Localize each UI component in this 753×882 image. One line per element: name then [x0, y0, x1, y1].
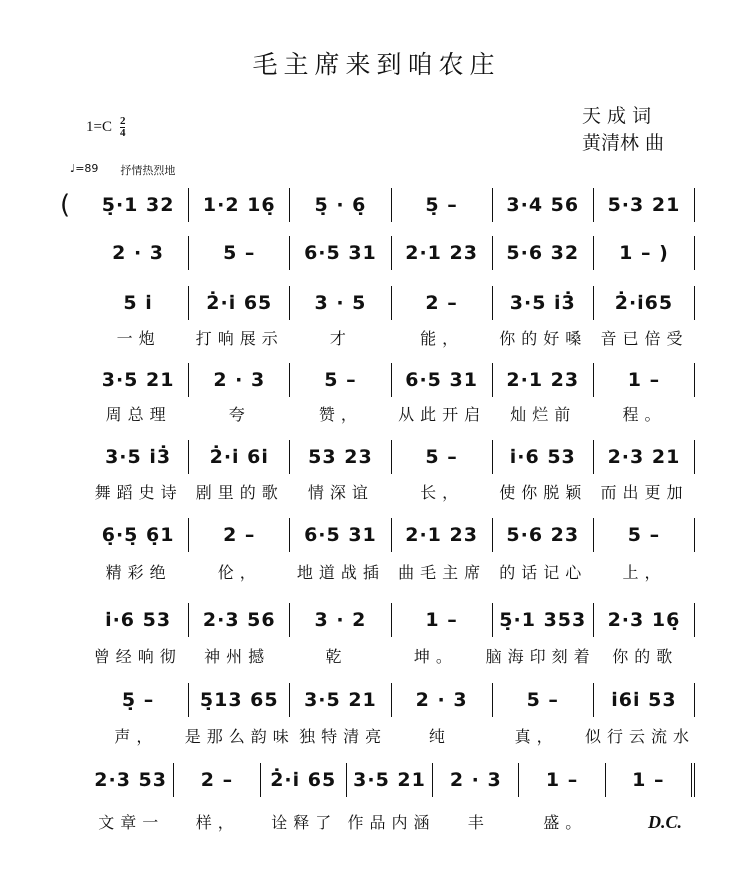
measure: 5̣·1 32 [88, 188, 189, 222]
measure: 5̣·1 353 [493, 603, 594, 637]
notation-system [88, 603, 695, 637]
lyric-group: 伦， [217, 563, 262, 582]
measure: 2·3 56 [189, 603, 290, 637]
measure: 6·5 31 [290, 236, 391, 270]
lyric-group: 曾经响彻 [93, 647, 182, 666]
lyric-group: 程。 [622, 405, 667, 424]
measure: 2̇·i̇ 65 [189, 286, 290, 320]
lyric-group: 舞蹈史诗 [94, 483, 183, 502]
measure: 1 – ) [594, 236, 695, 270]
lyric-group: 一炮 [116, 329, 161, 348]
measure: 2̇·i̇65 [594, 286, 695, 320]
lyric-group: 样， [195, 813, 240, 832]
notation-system [88, 236, 695, 270]
lyric-group: 夸 [228, 405, 251, 424]
lyrics-line [88, 644, 695, 667]
time-top: 2 [119, 115, 126, 127]
measure: 3·5 21 [290, 683, 391, 717]
measure: 6̣·5̣ 6̣1 [88, 518, 189, 552]
measure: 5·6 32 [493, 236, 594, 270]
measure: 6·5 31 [290, 518, 391, 552]
measure: 5̣ – [392, 188, 493, 222]
measure: 5 – [493, 683, 594, 717]
lyrics-line [88, 724, 695, 747]
measure: 2̇·i̇ 65 [261, 763, 347, 797]
lyric-group: 使你脱颖 [499, 483, 588, 502]
measure: 3·5 i̇3̇ [88, 440, 189, 474]
lyric-group: 赞， [318, 405, 363, 424]
measure: 3 · 2 [290, 603, 391, 637]
measure: 5·3 21 [594, 188, 695, 222]
lyrics-line [88, 810, 695, 833]
measure: 5 – [290, 363, 391, 397]
lyric-group: 盛。 [543, 813, 588, 832]
lyric-group: 是那么韵味 [184, 727, 295, 746]
lyric-group: 你的歌 [612, 647, 679, 666]
lyric-group: 丰 [467, 813, 490, 832]
notation-system [88, 286, 695, 320]
credits [582, 103, 664, 157]
lyrics-line [88, 402, 695, 425]
measure: 2·3 53 [88, 763, 174, 797]
measure: 1 – [594, 363, 695, 397]
lyric-group: 神州撼 [204, 647, 271, 666]
key-signature [86, 116, 125, 139]
measure: i̇·6 53 [493, 440, 594, 474]
measure: 5̣13 65 [189, 683, 290, 717]
measure: 2 – [174, 763, 260, 797]
measure: 53 23 [290, 440, 391, 474]
lyric-group: 能， [420, 329, 465, 348]
lyrics-line [88, 480, 695, 503]
measure: 2·1 23 [392, 236, 493, 270]
lyric-group: 曲毛主席 [398, 563, 487, 582]
lyrics-line [88, 326, 695, 349]
measure: 2·1 23 [392, 518, 493, 552]
lyric-group: 独特清亮 [299, 727, 388, 746]
lyric-group: 灿烂前 [510, 405, 577, 424]
measure: 2 · 3 [433, 763, 519, 797]
lyric-group: 才 [329, 329, 352, 348]
expression: 抒情热烈地 [120, 164, 176, 177]
measure: 1 – [519, 763, 605, 797]
lyric-group: 似行云流水 [585, 727, 696, 746]
lyric-group: 乾 [325, 647, 348, 666]
lyric-group: 地道战插 [296, 563, 385, 582]
lyric-group: 真， [514, 727, 559, 746]
lyric-group: 而出更加 [600, 483, 689, 502]
da-capo: D.C. [648, 812, 683, 832]
notation-system [88, 683, 695, 717]
measure: 6·5 31 [392, 363, 493, 397]
measure: 5̣ · 6̣ [290, 188, 391, 222]
measure: 2 – [189, 518, 290, 552]
notation-system [88, 440, 695, 474]
measure: 3·5 21 [88, 363, 189, 397]
lyric-group: 长， [420, 483, 465, 502]
lyric-group: 作品内涵 [347, 813, 436, 832]
measure: 3·4 56 [493, 188, 594, 222]
lyric-group: 脑海印刻着 [485, 647, 596, 666]
measure: 2 · 3 [88, 236, 189, 270]
lyric-group: 情深谊 [307, 483, 374, 502]
measure: 5 i̇ [88, 286, 189, 320]
measure: 2̇·i̇ 6i̇ [189, 440, 290, 474]
lyric-group: 从此开启 [398, 405, 487, 424]
time-bottom: 4 [119, 127, 126, 139]
measure: 3·5 21 [347, 763, 433, 797]
lyricist: 天 成 词 [582, 105, 652, 127]
time-signature [120, 116, 126, 139]
measure: 2·3 16̣ [594, 603, 695, 637]
measure: 2·1 23 [493, 363, 594, 397]
measure: 5·6 23 [493, 518, 594, 552]
intro-paren: ( [60, 190, 71, 220]
song-title: 毛主席来到咱农庄 [252, 50, 501, 79]
lyric-group: 打响展示 [195, 329, 284, 348]
lyric-group: 诠释了 [271, 813, 338, 832]
measure: 3 · 5 [290, 286, 391, 320]
measure: 2·3 21 [594, 440, 695, 474]
composer: 黄清林 曲 [582, 132, 665, 154]
key: 1=C [86, 119, 112, 135]
measure: 5 – [189, 236, 290, 270]
measure: 1 – [392, 603, 493, 637]
notation-system [88, 363, 695, 397]
lyric-group: 纯 [428, 727, 451, 746]
notation-system [88, 188, 695, 222]
lyric-group: 你的好嗓 [499, 329, 588, 348]
notation-system [88, 518, 695, 552]
lyric-group: 上， [622, 563, 667, 582]
measure: 2 · 3 [189, 363, 290, 397]
measure: i̇6i̇ 53 [594, 683, 695, 717]
measure: 1·2 16̣ [189, 188, 290, 222]
measure: 5̣ – [88, 683, 189, 717]
lyric-group: 的话记心 [499, 563, 588, 582]
notation-system [88, 763, 695, 797]
measure: 5 – [392, 440, 493, 474]
measure: 2 – [392, 286, 493, 320]
measure: i̇·6 53 [88, 603, 189, 637]
lyric-group: 周总理 [105, 405, 172, 424]
lyric-group: 剧里的歌 [195, 483, 284, 502]
lyric-group: 坤。 [413, 647, 458, 666]
measure: 1 – [606, 763, 695, 797]
measure: 2 · 3 [392, 683, 493, 717]
measure: 3·5 i̇3̇ [493, 286, 594, 320]
tempo: ♩=89 [70, 162, 99, 175]
lyric-group: 声， [114, 727, 159, 746]
lyric-group: 精彩绝 [105, 563, 172, 582]
lyrics-line [88, 560, 695, 583]
measure: 5 – [594, 518, 695, 552]
tempo-marking [70, 162, 175, 178]
lyric-group: 文章一 [98, 813, 165, 832]
lyric-group: 音已倍受 [600, 329, 689, 348]
